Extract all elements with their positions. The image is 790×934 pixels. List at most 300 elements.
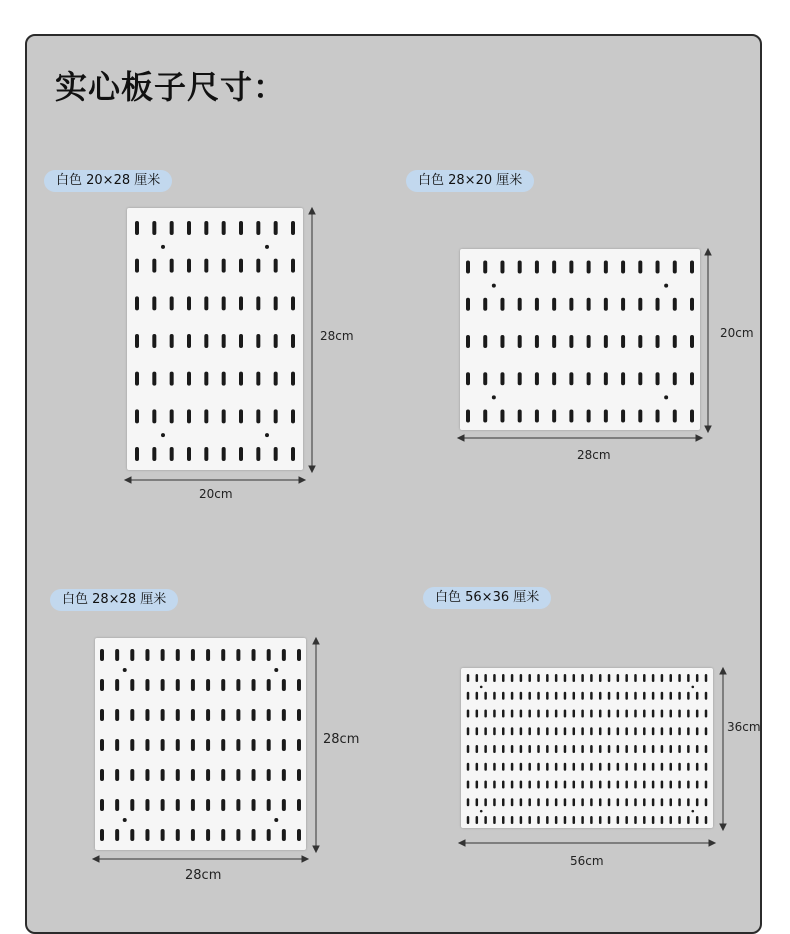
peg-slot xyxy=(625,674,628,682)
peg-slot xyxy=(581,798,584,806)
peg-slot xyxy=(696,710,699,718)
peg-slot xyxy=(621,261,625,274)
peg-slot xyxy=(484,727,487,735)
peg-slot xyxy=(467,674,470,682)
peg-slot xyxy=(467,816,470,824)
peg-slot xyxy=(130,709,134,721)
peg-slot xyxy=(634,710,637,718)
peg-slot xyxy=(252,799,256,811)
peg-slot xyxy=(621,372,625,385)
peg-slot xyxy=(705,763,708,771)
peg-slot xyxy=(552,261,556,274)
peg-slot xyxy=(546,727,549,735)
peg-slot xyxy=(476,674,479,682)
peg-slot xyxy=(652,692,655,700)
peg-slot xyxy=(239,447,243,461)
peg-slot xyxy=(520,745,523,753)
peg-slot xyxy=(267,829,271,841)
peg-slot xyxy=(555,763,558,771)
peg-slot xyxy=(528,816,531,824)
peg-slot xyxy=(687,816,690,824)
peg-slot xyxy=(187,447,191,461)
peg-slot xyxy=(170,447,174,461)
peg-slot xyxy=(564,816,567,824)
peg-slot xyxy=(222,447,226,461)
peg-slot xyxy=(170,221,174,235)
mounting-hole xyxy=(492,395,496,399)
peg-slot xyxy=(152,334,156,348)
peg-slot xyxy=(493,674,496,682)
peg-slot xyxy=(661,816,664,824)
peg-slot xyxy=(546,816,549,824)
peg-slot xyxy=(535,298,539,311)
peg-slot xyxy=(152,259,156,273)
peg-slot xyxy=(161,829,165,841)
peg-slot xyxy=(696,816,699,824)
peg-slot xyxy=(476,745,479,753)
peg-slot xyxy=(520,763,523,771)
peg-slot xyxy=(274,259,278,273)
peg-slot xyxy=(115,769,119,781)
peg-slot xyxy=(634,816,637,824)
peg-slot xyxy=(297,649,301,661)
peg-slot xyxy=(625,727,628,735)
peg-slot xyxy=(274,296,278,310)
peg-slot xyxy=(187,296,191,310)
peg-slot xyxy=(484,816,487,824)
peg-slot xyxy=(590,798,593,806)
peg-slot xyxy=(502,798,505,806)
peg-slot xyxy=(617,816,620,824)
mounting-hole xyxy=(691,810,694,813)
peg-slot xyxy=(552,298,556,311)
peg-slot xyxy=(267,799,271,811)
peg-slot xyxy=(673,335,677,348)
peg-slot xyxy=(236,769,240,781)
peg-slot xyxy=(696,674,699,682)
peg-slot xyxy=(625,745,628,753)
peg-slot xyxy=(476,798,479,806)
pegboard-28x20 xyxy=(460,249,700,430)
peg-slot xyxy=(115,679,119,691)
peg-slot xyxy=(625,710,628,718)
peg-slot xyxy=(511,816,514,824)
peg-slot xyxy=(569,261,573,274)
peg-slot xyxy=(696,727,699,735)
peg-slot xyxy=(130,769,134,781)
peg-slot xyxy=(604,335,608,348)
peg-slot xyxy=(221,649,225,661)
peg-slot xyxy=(100,799,104,811)
page-title: 实心板子尺寸： xyxy=(55,68,287,106)
peg-slot xyxy=(643,781,646,789)
peg-slot xyxy=(518,372,522,385)
peg-slot xyxy=(581,674,584,682)
peg-slot xyxy=(573,745,576,753)
peg-slot xyxy=(520,710,523,718)
peg-slot xyxy=(518,298,522,311)
pegboard-20x28 xyxy=(127,208,303,470)
peg-slot xyxy=(604,298,608,311)
peg-slot xyxy=(590,745,593,753)
peg-slot xyxy=(564,674,567,682)
peg-slot xyxy=(291,447,295,461)
peg-slot xyxy=(256,447,260,461)
peg-slot xyxy=(652,763,655,771)
peg-slot xyxy=(130,739,134,751)
peg-slot xyxy=(690,261,694,274)
peg-slot xyxy=(291,296,295,310)
peg-slot xyxy=(100,649,104,661)
peg-slot xyxy=(176,739,180,751)
peg-slot xyxy=(135,447,139,461)
peg-slot xyxy=(145,769,149,781)
peg-slot xyxy=(608,710,611,718)
peg-slot xyxy=(145,679,149,691)
peg-slot xyxy=(634,798,637,806)
peg-slot xyxy=(204,447,208,461)
hole-pattern xyxy=(95,638,306,850)
peg-slot xyxy=(252,829,256,841)
peg-slot xyxy=(170,259,174,273)
peg-slot xyxy=(669,798,672,806)
peg-slot xyxy=(555,781,558,789)
peg-slot xyxy=(528,798,531,806)
peg-slot xyxy=(176,799,180,811)
peg-slot xyxy=(643,745,646,753)
peg-slot xyxy=(135,409,139,423)
peg-slot xyxy=(493,710,496,718)
peg-slot xyxy=(696,781,699,789)
peg-slot xyxy=(282,739,286,751)
peg-slot xyxy=(546,674,549,682)
peg-slot xyxy=(555,816,558,824)
peg-slot xyxy=(656,261,660,274)
peg-slot xyxy=(493,745,496,753)
peg-slot xyxy=(608,798,611,806)
width-label-28x20: 28cm xyxy=(577,448,611,462)
peg-slot xyxy=(573,692,576,700)
peg-slot xyxy=(115,739,119,751)
peg-slot xyxy=(687,692,690,700)
peg-slot xyxy=(493,781,496,789)
peg-slot xyxy=(678,692,681,700)
peg-slot xyxy=(502,781,505,789)
peg-slot xyxy=(569,298,573,311)
peg-slot xyxy=(297,679,301,691)
peg-slot xyxy=(483,261,487,274)
peg-slot xyxy=(484,674,487,682)
mounting-hole xyxy=(480,686,483,689)
peg-slot xyxy=(282,799,286,811)
peg-slot xyxy=(493,727,496,735)
peg-slot xyxy=(656,372,660,385)
peg-slot xyxy=(236,649,240,661)
peg-slot xyxy=(687,674,690,682)
peg-slot xyxy=(617,745,620,753)
hole-pattern xyxy=(127,208,303,470)
peg-slot xyxy=(696,798,699,806)
peg-slot xyxy=(502,710,505,718)
mounting-hole xyxy=(492,284,496,288)
peg-slot xyxy=(621,410,625,423)
peg-slot xyxy=(520,781,523,789)
peg-slot xyxy=(191,739,195,751)
peg-slot xyxy=(483,410,487,423)
peg-slot xyxy=(191,769,195,781)
peg-slot xyxy=(502,816,505,824)
peg-slot xyxy=(256,296,260,310)
peg-slot xyxy=(661,781,664,789)
peg-slot xyxy=(535,372,539,385)
peg-slot xyxy=(581,710,584,718)
peg-slot xyxy=(599,745,602,753)
hole-pattern xyxy=(460,249,700,430)
peg-slot xyxy=(520,692,523,700)
peg-slot xyxy=(661,798,664,806)
peg-slot xyxy=(297,829,301,841)
peg-slot xyxy=(476,727,479,735)
peg-slot xyxy=(617,781,620,789)
mounting-hole xyxy=(664,284,668,288)
peg-slot xyxy=(590,816,593,824)
peg-slot xyxy=(643,692,646,700)
peg-slot xyxy=(581,763,584,771)
peg-slot xyxy=(617,710,620,718)
mounting-hole xyxy=(161,245,165,249)
peg-slot xyxy=(690,372,694,385)
peg-slot xyxy=(638,372,642,385)
peg-slot xyxy=(291,372,295,386)
peg-slot xyxy=(145,799,149,811)
mounting-hole xyxy=(265,245,269,249)
peg-slot xyxy=(500,410,504,423)
peg-slot xyxy=(204,409,208,423)
peg-slot xyxy=(511,745,514,753)
peg-slot xyxy=(590,710,593,718)
peg-slot xyxy=(274,447,278,461)
peg-slot xyxy=(696,745,699,753)
peg-slot xyxy=(705,674,708,682)
peg-slot xyxy=(617,674,620,682)
peg-slot xyxy=(222,409,226,423)
peg-slot xyxy=(187,259,191,273)
peg-slot xyxy=(518,410,522,423)
peg-slot xyxy=(552,372,556,385)
peg-slot xyxy=(520,674,523,682)
peg-slot xyxy=(546,710,549,718)
mounting-hole xyxy=(480,810,483,813)
peg-slot xyxy=(573,816,576,824)
peg-slot xyxy=(537,745,540,753)
peg-slot xyxy=(511,763,514,771)
peg-slot xyxy=(239,334,243,348)
peg-slot xyxy=(256,334,260,348)
peg-slot xyxy=(221,769,225,781)
peg-slot xyxy=(661,710,664,718)
peg-slot xyxy=(617,798,620,806)
peg-slot xyxy=(643,674,646,682)
peg-slot xyxy=(604,261,608,274)
peg-slot xyxy=(291,221,295,235)
peg-slot xyxy=(252,679,256,691)
peg-slot xyxy=(267,739,271,751)
peg-slot xyxy=(546,692,549,700)
peg-slot xyxy=(115,649,119,661)
peg-slot xyxy=(152,409,156,423)
peg-slot xyxy=(661,674,664,682)
peg-slot xyxy=(573,781,576,789)
peg-slot xyxy=(599,781,602,789)
peg-slot xyxy=(187,409,191,423)
peg-slot xyxy=(221,679,225,691)
peg-slot xyxy=(145,709,149,721)
peg-slot xyxy=(638,410,642,423)
peg-slot xyxy=(267,679,271,691)
peg-slot xyxy=(483,372,487,385)
peg-slot xyxy=(621,335,625,348)
peg-slot xyxy=(502,763,505,771)
peg-slot xyxy=(161,649,165,661)
peg-slot xyxy=(256,372,260,386)
peg-slot xyxy=(617,727,620,735)
peg-slot xyxy=(236,829,240,841)
peg-slot xyxy=(467,781,470,789)
peg-slot xyxy=(204,334,208,348)
peg-slot xyxy=(555,710,558,718)
peg-slot xyxy=(599,798,602,806)
peg-slot xyxy=(643,816,646,824)
peg-slot xyxy=(130,829,134,841)
peg-slot xyxy=(170,296,174,310)
peg-slot xyxy=(297,799,301,811)
peg-slot xyxy=(484,710,487,718)
peg-slot xyxy=(678,798,681,806)
peg-slot xyxy=(599,674,602,682)
peg-slot xyxy=(634,781,637,789)
peg-slot xyxy=(661,692,664,700)
peg-slot xyxy=(678,710,681,718)
peg-slot xyxy=(608,745,611,753)
peg-slot xyxy=(476,710,479,718)
peg-slot xyxy=(206,799,210,811)
peg-slot xyxy=(291,409,295,423)
peg-slot xyxy=(493,798,496,806)
peg-slot xyxy=(678,763,681,771)
peg-slot xyxy=(535,335,539,348)
peg-slot xyxy=(687,745,690,753)
peg-slot xyxy=(222,296,226,310)
peg-slot xyxy=(564,745,567,753)
peg-slot xyxy=(669,727,672,735)
peg-slot xyxy=(678,674,681,682)
peg-slot xyxy=(274,372,278,386)
peg-slot xyxy=(590,674,593,682)
peg-slot xyxy=(652,798,655,806)
peg-slot xyxy=(696,692,699,700)
peg-slot xyxy=(599,727,602,735)
peg-slot xyxy=(652,781,655,789)
peg-slot xyxy=(187,372,191,386)
peg-slot xyxy=(476,692,479,700)
peg-slot xyxy=(493,763,496,771)
peg-slot xyxy=(236,679,240,691)
peg-slot xyxy=(690,335,694,348)
peg-slot xyxy=(546,763,549,771)
peg-slot xyxy=(467,727,470,735)
peg-slot xyxy=(502,692,505,700)
peg-slot xyxy=(145,829,149,841)
size-badge-28x20: 白色 28×20 厘米 xyxy=(406,170,534,192)
peg-slot xyxy=(537,692,540,700)
peg-slot xyxy=(696,763,699,771)
peg-slot xyxy=(483,298,487,311)
peg-slot xyxy=(581,816,584,824)
peg-slot xyxy=(493,692,496,700)
peg-slot xyxy=(191,679,195,691)
peg-slot xyxy=(170,372,174,386)
peg-slot xyxy=(274,409,278,423)
peg-slot xyxy=(687,763,690,771)
peg-slot xyxy=(484,798,487,806)
peg-slot xyxy=(537,798,540,806)
peg-slot xyxy=(634,745,637,753)
peg-slot xyxy=(669,816,672,824)
peg-slot xyxy=(537,781,540,789)
peg-slot xyxy=(282,679,286,691)
peg-slot xyxy=(493,816,496,824)
peg-slot xyxy=(256,259,260,273)
peg-slot xyxy=(564,763,567,771)
peg-slot xyxy=(564,727,567,735)
peg-slot xyxy=(520,816,523,824)
width-label-28x28: 28cm xyxy=(185,868,222,883)
peg-slot xyxy=(191,829,195,841)
peg-slot xyxy=(546,781,549,789)
peg-slot xyxy=(528,727,531,735)
peg-slot xyxy=(282,769,286,781)
peg-slot xyxy=(537,763,540,771)
size-badge-56x36: 白色 56×36 厘米 xyxy=(423,587,551,609)
peg-slot xyxy=(652,745,655,753)
peg-slot xyxy=(222,372,226,386)
peg-slot xyxy=(161,739,165,751)
peg-slot xyxy=(500,335,504,348)
peg-slot xyxy=(673,372,677,385)
peg-slot xyxy=(590,781,593,789)
peg-slot xyxy=(590,763,593,771)
peg-slot xyxy=(206,709,210,721)
peg-slot xyxy=(476,781,479,789)
height-label-20x28: 28cm xyxy=(320,329,354,343)
peg-slot xyxy=(145,739,149,751)
peg-slot xyxy=(206,769,210,781)
width-label-20x28: 20cm xyxy=(199,487,233,501)
peg-slot xyxy=(239,296,243,310)
peg-slot xyxy=(673,298,677,311)
peg-slot xyxy=(669,745,672,753)
peg-slot xyxy=(221,709,225,721)
peg-slot xyxy=(291,259,295,273)
peg-slot xyxy=(687,781,690,789)
peg-slot xyxy=(135,221,139,235)
peg-slot xyxy=(705,692,708,700)
peg-slot xyxy=(467,798,470,806)
peg-slot xyxy=(484,763,487,771)
peg-slot xyxy=(135,334,139,348)
peg-slot xyxy=(555,745,558,753)
width-label-56x36: 56cm xyxy=(570,854,604,868)
